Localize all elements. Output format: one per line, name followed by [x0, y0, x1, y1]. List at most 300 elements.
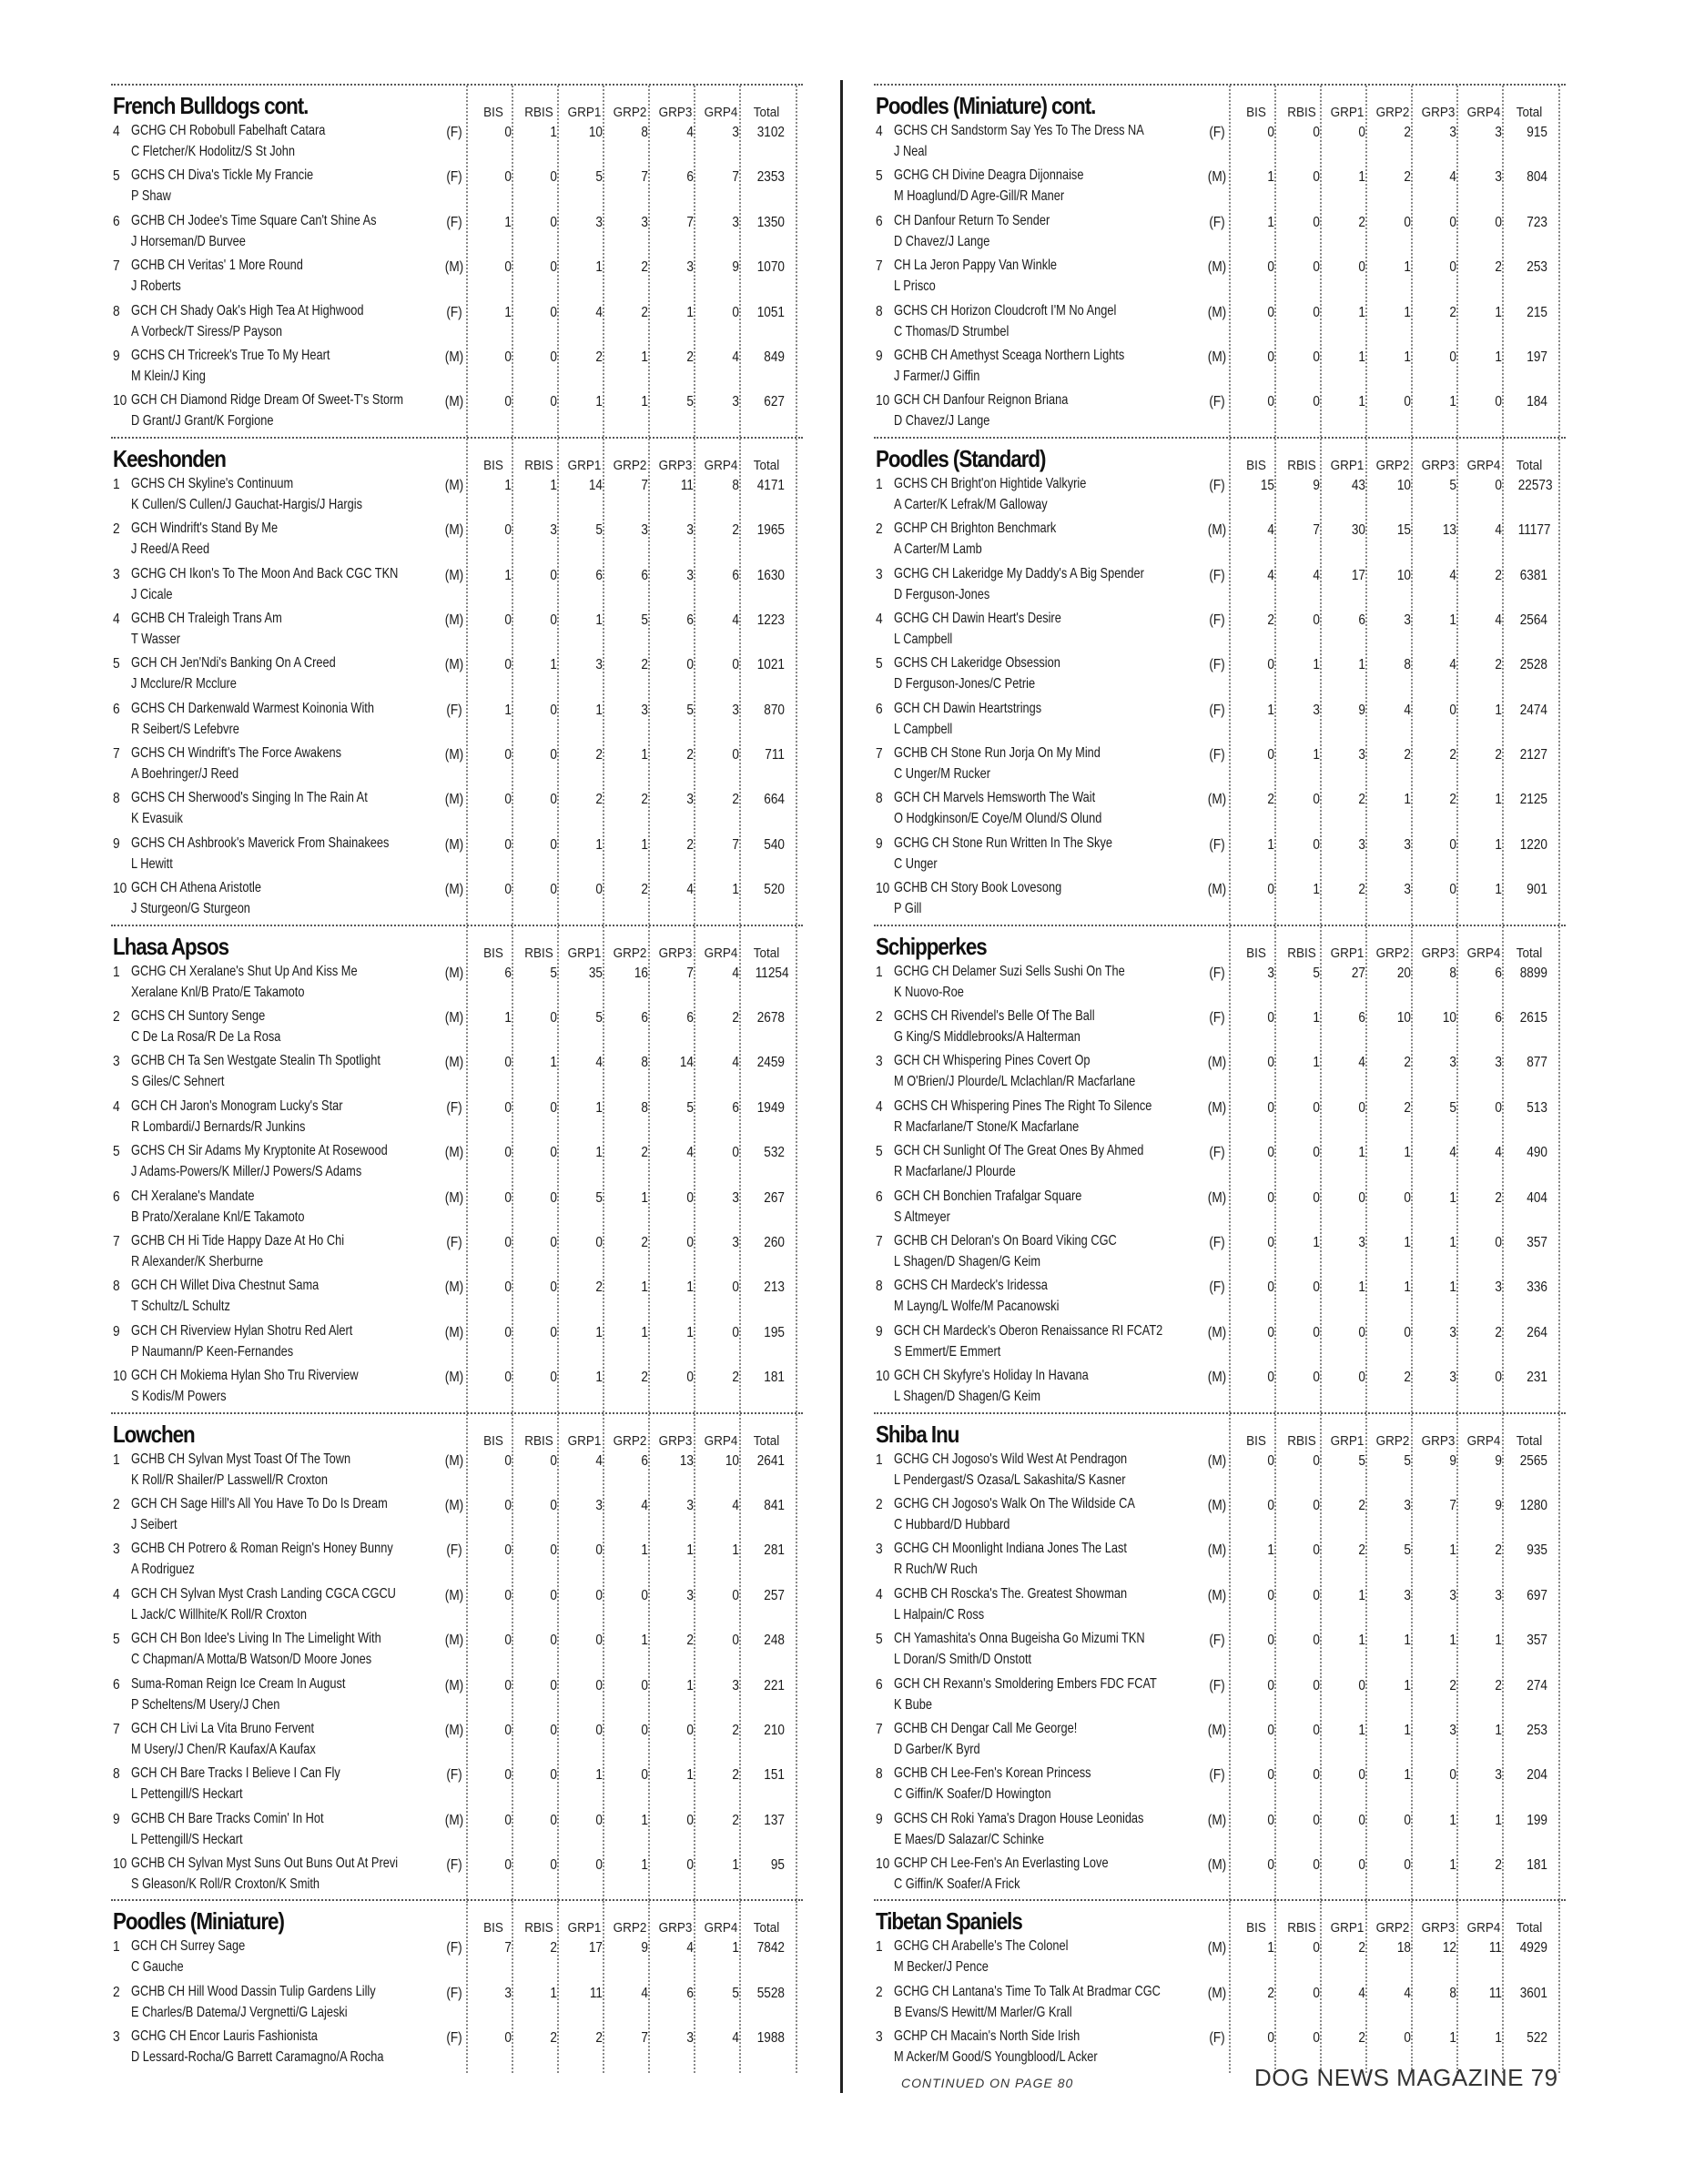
column-header-grp4: GRP4	[1466, 945, 1501, 961]
stat-bis: 0	[1267, 1279, 1274, 1296]
sex-label: (M)	[444, 1324, 464, 1340]
stat-grp2: 1	[1404, 1234, 1411, 1250]
owner-names: R Lombardi/J Bernards/R Junkins	[131, 1118, 306, 1135]
stat-grp2: 2	[641, 657, 648, 673]
stat-total: 11254	[755, 965, 789, 981]
stat-rbis: 0	[1313, 1767, 1320, 1784]
dotted-column-rule	[603, 1414, 604, 1900]
owner-names: O Hodgkinson/E Coye/M Olund/S Olund	[894, 811, 1102, 827]
stat-grp4: 2	[1495, 1542, 1502, 1559]
dotted-column-rule	[1229, 926, 1231, 1412]
dotted-column-rule	[512, 926, 513, 1412]
dog-name: GCHG CH Moonlight Indiana Jones The Last	[894, 1541, 1127, 1557]
breed-title: Shiba Inu	[876, 1420, 959, 1448]
stat-grp3: 12	[1442, 1940, 1456, 1956]
stat-grp3: 3	[686, 259, 694, 276]
dotted-column-rule	[1229, 1414, 1231, 1900]
stat-bis: 0	[504, 1677, 512, 1694]
ranking-row	[111, 122, 803, 167]
stat-grp2: 0	[1404, 394, 1411, 410]
ranking-row	[874, 1322, 1566, 1367]
stat-total: 2127	[1519, 747, 1547, 763]
column-header-grp3: GRP3	[1421, 1920, 1456, 1936]
owner-names: G King/S Middlebrooks/A Halterman	[894, 1029, 1080, 1046]
sex-label: (M)	[444, 1010, 464, 1026]
ranking-row	[874, 257, 1566, 301]
stat-total: 804	[1527, 169, 1547, 186]
dog-name: GCHB CH Amethyst Sceaga Northern Lights	[894, 347, 1125, 363]
dog-name: GCHS CH Suntory Senge	[131, 1008, 266, 1025]
stat-grp2: 15	[1396, 522, 1411, 539]
column-header-grp3: GRP3	[658, 457, 693, 473]
stat-grp4: 2	[1495, 259, 1502, 276]
stat-rbis: 0	[1313, 1722, 1320, 1738]
column-header-bis: BIS	[1246, 945, 1266, 961]
breed-section	[874, 1899, 1566, 2072]
stat-rbis: 0	[550, 259, 557, 276]
stat-grp3: 1	[686, 304, 694, 320]
column-header-total: Total	[753, 1432, 780, 1449]
ranking-row	[111, 1097, 803, 1142]
stat-grp4: 0	[732, 304, 739, 320]
ranking-row	[874, 1188, 1566, 1232]
column-header-rbis: RBIS	[524, 1432, 553, 1449]
stat-bis: 6	[504, 965, 512, 981]
column-header-grp3: GRP3	[1421, 457, 1456, 473]
owner-names: D Garber/K Byrd	[894, 1741, 980, 1757]
dotted-column-rule	[739, 86, 741, 437]
dotted-column-rule	[557, 439, 559, 925]
stat-grp1: 35	[588, 965, 603, 981]
dotted-column-rule	[1365, 1901, 1367, 2072]
sex-label: (F)	[446, 169, 462, 186]
stat-rbis: 1	[550, 477, 557, 493]
stat-bis: 0	[504, 657, 512, 673]
rank-number: 1	[876, 1939, 883, 1956]
rank-number: 10	[876, 1369, 890, 1385]
rank-number: 4	[876, 124, 883, 139]
stat-grp4: 1	[1495, 349, 1502, 365]
owner-names: L Shagen/D Shagen/G Keim	[894, 1389, 1041, 1405]
sex-label: (F)	[1209, 1677, 1225, 1694]
rank-number: 1	[876, 964, 883, 980]
dog-name: GCHB CH Traleigh Trans Am	[131, 610, 282, 626]
sex-label: (M)	[1207, 304, 1227, 320]
owner-names: D Chavez/J Lange	[894, 413, 990, 430]
owner-names: P Shaw	[131, 188, 171, 205]
column-header-grp3: GRP3	[658, 945, 693, 961]
stat-grp1: 1	[1358, 349, 1365, 365]
section-header	[874, 926, 1566, 963]
stat-grp2: 7	[641, 477, 648, 493]
dotted-column-rule	[648, 86, 650, 437]
stat-total: 253	[1527, 259, 1547, 276]
breed-title: Schipperkes	[876, 932, 987, 960]
dog-name: GCH CH Sage Hill's All You Have To Do Is Dream	[131, 1495, 388, 1512]
ranking-row	[874, 475, 1566, 520]
stat-bis: 0	[1267, 1587, 1274, 1603]
dog-name: CH Yamashita's Onna Bugeisha Go Mizumi TKN	[894, 1631, 1145, 1647]
section-header	[874, 1414, 1566, 1451]
sex-label: (F)	[1209, 477, 1225, 493]
stat-grp3: 8	[1449, 1985, 1456, 2001]
rank-number: 4	[113, 1098, 120, 1115]
owner-names: A Carter/M Lamb	[894, 541, 982, 558]
stat-grp2: 0	[641, 1677, 648, 1694]
stat-bis: 0	[504, 612, 512, 628]
stat-grp4: 0	[1495, 394, 1502, 410]
stat-bis: 0	[504, 394, 512, 410]
column-header-total: Total	[1516, 945, 1543, 961]
ranking-row	[874, 834, 1566, 879]
ranking-row	[111, 257, 803, 301]
column-header-bis: BIS	[483, 945, 503, 961]
stat-total: 532	[764, 1145, 785, 1161]
rank-number: 7	[113, 258, 120, 275]
stat-grp4: 2	[732, 1767, 739, 1784]
rank-number: 6	[876, 213, 883, 229]
dotted-column-rule	[1365, 86, 1367, 437]
dog-name: GCH CH Athena Aristotle	[131, 880, 261, 896]
stat-rbis: 0	[1313, 394, 1320, 410]
sex-label: (M)	[1207, 1812, 1227, 1828]
stat-grp3: 6	[686, 169, 694, 186]
dog-name: GCHS CH Sandstorm Say Yes To The Dress NA	[894, 123, 1144, 138]
dog-name: GCHB CH Deloran's On Board Viking CGC	[894, 1232, 1117, 1249]
sex-label: (F)	[1209, 747, 1225, 763]
owner-names: M Layng/L Wolfe/M Pacanowski	[894, 1299, 1060, 1315]
stat-grp2: 1	[1404, 1633, 1411, 1649]
stat-grp2: 1	[641, 394, 648, 410]
stat-grp3: 1	[1449, 1542, 1456, 1559]
stat-grp3: 1	[1449, 1189, 1456, 1206]
stat-grp4: 0	[1495, 1234, 1502, 1250]
column-header-grp2: GRP2	[1375, 945, 1410, 961]
sex-label: (M)	[1207, 882, 1227, 898]
stat-bis: 1	[1267, 1940, 1274, 1956]
stat-bis: 0	[504, 1812, 512, 1828]
ranking-row	[874, 347, 1566, 391]
column-header-bis: BIS	[483, 1920, 503, 1936]
section-header	[111, 86, 803, 122]
dog-name: GCH CH Sylvan Myst Crash Landing CGCA CGCU	[131, 1585, 396, 1602]
column-header-grp4: GRP4	[1466, 1920, 1501, 1936]
stat-rbis: 0	[550, 1234, 557, 1250]
ranking-row	[111, 1495, 803, 1540]
stat-grp1: 0	[1358, 1767, 1365, 1784]
sex-label: (M)	[444, 259, 464, 276]
stat-total: 264	[1527, 1324, 1547, 1340]
rank-number: 9	[113, 835, 120, 852]
stat-grp3: 3	[1449, 1324, 1456, 1340]
dotted-column-rule	[694, 86, 695, 437]
ranking-row	[874, 122, 1566, 167]
stat-rbis: 0	[550, 882, 557, 898]
sex-label: (F)	[446, 702, 462, 718]
stat-rbis: 0	[550, 1145, 557, 1161]
stat-rbis: 5	[550, 965, 557, 981]
stat-grp3: 3	[1449, 1370, 1456, 1386]
stat-grp1: 2	[595, 747, 603, 763]
rank-number: 2	[876, 521, 883, 538]
stat-grp3: 3	[686, 2030, 694, 2047]
sex-label: (F)	[1209, 1234, 1225, 1250]
stat-grp1: 1	[595, 702, 603, 718]
stat-rbis: 0	[550, 214, 557, 230]
stat-grp3: 3	[686, 522, 694, 539]
rank-number: 10	[876, 393, 890, 410]
rank-number: 7	[876, 746, 883, 763]
stat-grp4: 4	[1495, 522, 1502, 539]
stat-total: 22573	[1517, 477, 1553, 493]
dotted-column-rule	[739, 926, 741, 1412]
rank-number: 9	[876, 835, 883, 852]
stat-grp4: 6	[732, 1099, 739, 1116]
dotted-column-rule	[648, 1414, 650, 1900]
stat-grp1: 5	[1358, 1452, 1365, 1469]
stat-bis: 1	[1267, 214, 1274, 230]
rank-number: 6	[876, 1188, 883, 1205]
stat-grp1: 1	[595, 1145, 603, 1161]
section-header	[874, 439, 1566, 475]
stat-total: 199	[1527, 1812, 1547, 1828]
stat-grp4: 9	[1495, 1452, 1502, 1469]
stat-rbis: 0	[550, 1857, 557, 1874]
rank-number: 3	[876, 1542, 883, 1558]
section-header	[874, 1901, 1566, 1937]
stat-bis: 0	[1267, 1010, 1274, 1026]
ranking-row	[874, 1855, 1566, 1899]
stat-grp1: 0	[595, 1587, 603, 1603]
stat-bis: 0	[504, 792, 512, 808]
stat-total: 5528	[756, 1985, 785, 2001]
sex-label: (M)	[444, 1055, 464, 1071]
rank-number: 6	[876, 701, 883, 717]
stat-grp1: 1	[1358, 1145, 1365, 1161]
rank-number: 4	[876, 611, 883, 627]
rank-number: 9	[876, 348, 883, 364]
owner-names: R Seibert/S Lefebvre	[131, 721, 239, 737]
owner-names: E Charles/B Datema/J Vergnetti/G Lajeski	[131, 2004, 348, 2020]
owner-names: A Boehringer/J Reed	[131, 766, 239, 783]
rank-number: 8	[113, 1279, 120, 1295]
ranking-row	[111, 1720, 803, 1764]
rank-number: 8	[113, 1766, 120, 1783]
stat-grp4: 1	[1495, 2030, 1502, 2047]
stat-total: 231	[1527, 1370, 1547, 1386]
stat-grp3: 1	[686, 1542, 694, 1559]
stat-grp3: 1	[1449, 612, 1456, 628]
stat-total: 336	[1527, 1279, 1547, 1296]
stat-grp4: 2	[732, 792, 739, 808]
stat-rbis: 0	[1313, 1633, 1320, 1649]
stat-rbis: 0	[1313, 612, 1320, 628]
sex-label: (M)	[1207, 1099, 1227, 1116]
stat-rbis: 0	[1313, 304, 1320, 320]
left-column	[111, 84, 803, 2073]
column-header-grp2: GRP2	[613, 457, 647, 473]
stat-grp4: 4	[732, 612, 739, 628]
stat-grp1: 0	[1358, 259, 1365, 276]
owner-names: C Fletcher/K Hodolitz/S St John	[131, 144, 295, 159]
rank-number: 2	[113, 1984, 120, 2000]
rank-number: 4	[113, 611, 120, 627]
stat-rbis: 0	[1313, 1677, 1320, 1694]
stat-total: 2564	[1519, 612, 1547, 628]
rank-number: 10	[876, 1856, 890, 1873]
stat-grp4: 2	[732, 1370, 739, 1386]
stat-grp1: 0	[595, 1812, 603, 1828]
breed-section	[111, 925, 803, 1412]
dotted-column-rule	[1502, 1414, 1504, 1900]
stat-rbis: 0	[1313, 1857, 1320, 1874]
stat-total: 2353	[756, 169, 785, 186]
breed-section	[874, 1412, 1566, 1900]
stat-total: 915	[1527, 125, 1547, 140]
stat-total: 197	[1527, 349, 1547, 365]
sex-label: (M)	[444, 1633, 464, 1649]
sex-label: (M)	[1207, 1985, 1227, 2001]
stat-bis: 0	[1267, 349, 1274, 365]
stat-grp1: 14	[588, 477, 603, 493]
stat-total: 6381	[1519, 567, 1547, 583]
rank-number: 6	[113, 213, 120, 229]
stat-bis: 0	[504, 1189, 512, 1206]
ranking-row	[874, 520, 1566, 564]
rank-number: 6	[876, 1676, 883, 1693]
stat-bis: 0	[504, 1587, 512, 1603]
column-header-grp4: GRP4	[704, 945, 738, 961]
stat-grp3: 3	[686, 792, 694, 808]
rank-number: 7	[876, 258, 883, 275]
ranking-row	[111, 2027, 803, 2072]
stat-total: 2125	[1519, 792, 1547, 808]
dotted-column-rule	[1229, 86, 1231, 437]
stat-grp4: 9	[732, 259, 739, 276]
dog-name: GCHG CH Jogoso's Wild West At Pendragon	[894, 1451, 1128, 1467]
stat-grp2: 3	[1404, 882, 1411, 898]
breed-title: Poodles (Miniature)	[113, 1907, 284, 1936]
breed-title: Poodles (Standard)	[876, 444, 1046, 472]
stat-grp4: 3	[1495, 169, 1502, 186]
dotted-column-rule	[1229, 1901, 1231, 2072]
stat-grp1: 1	[595, 259, 603, 276]
stat-bis: 0	[1267, 2030, 1274, 2047]
sex-label: (F)	[1209, 125, 1225, 140]
dog-name: GCHS CH Sir Adams My Kryptonite At Rosewood	[131, 1143, 388, 1159]
owner-names: D Grant/J Grant/K Forgione	[131, 413, 274, 430]
stat-grp2: 1	[1404, 259, 1411, 276]
owner-names: P Scheltens/M Usery/J Chen	[131, 1696, 280, 1713]
stat-total: 248	[764, 1633, 785, 1649]
dog-name: GCH CH Danfour Reignon Briana	[894, 392, 1069, 409]
rank-number: 4	[876, 1098, 883, 1115]
sex-label: (F)	[446, 1099, 462, 1116]
column-header-total: Total	[753, 1920, 780, 1936]
sex-label: (F)	[1209, 1010, 1225, 1026]
stat-grp1: 0	[1358, 1324, 1365, 1340]
stat-grp4: 10	[725, 1452, 739, 1469]
stat-grp2: 2	[1404, 1055, 1411, 1071]
stat-grp3: 4	[1449, 1145, 1456, 1161]
stat-grp4: 4	[1495, 612, 1502, 628]
stat-grp1: 0	[595, 1677, 603, 1694]
owner-names: B Prato/Xeralane Knl/E Takamoto	[131, 1208, 305, 1225]
stat-bis: 0	[504, 1099, 512, 1116]
stat-rbis: 0	[1313, 1497, 1320, 1513]
owner-names: D Ferguson-Jones	[894, 586, 990, 602]
ranking-row	[111, 1855, 803, 1899]
stat-grp1: 2	[1358, 792, 1365, 808]
breed-section	[111, 1899, 803, 2072]
rank-number: 2	[113, 1496, 120, 1512]
rank-number: 4	[113, 124, 120, 139]
ranking-row	[111, 610, 803, 654]
owner-names: L Prisco	[894, 278, 936, 295]
stat-rbis: 0	[1313, 836, 1320, 853]
dog-name: CH Danfour Return To Sender	[894, 212, 1050, 228]
owner-names: K Roll/R Shailer/P Lasswell/R Croxton	[131, 1471, 329, 1488]
stat-grp2: 3	[641, 522, 648, 539]
stat-grp1: 4	[1358, 1055, 1365, 1071]
column-header-grp3: GRP3	[658, 105, 693, 120]
dog-name: GCHB CH Story Book Lovesong	[894, 880, 1062, 896]
owner-names: C De La Rosa/R De La Rosa	[131, 1029, 281, 1046]
stat-grp2: 20	[1396, 965, 1411, 981]
stat-bis: 0	[1267, 1234, 1274, 1250]
breed-title: French Bulldogs cont.	[113, 92, 309, 119]
column-header-grp1: GRP1	[1330, 1920, 1364, 1936]
ranking-row	[874, 744, 1566, 789]
stat-grp1: 5	[595, 1010, 603, 1026]
stat-grp2: 4	[641, 1497, 648, 1513]
sex-label: (M)	[444, 882, 464, 898]
sex-label: (F)	[1209, 1767, 1225, 1784]
stat-rbis: 0	[1313, 1985, 1320, 2001]
stat-grp3: 1	[1449, 2030, 1456, 2047]
dog-name: GCH CH Whispering Pines Covert Op	[894, 1053, 1091, 1069]
sex-label: (M)	[444, 1189, 464, 1206]
dotted-column-rule	[1558, 86, 1560, 437]
column-header-bis: BIS	[483, 105, 503, 120]
stat-total: 204	[1527, 1767, 1547, 1784]
ranking-row	[111, 347, 803, 391]
stat-grp1: 5	[595, 522, 603, 539]
owner-names: K Nuovo-Roe	[894, 984, 964, 1000]
dog-name: GCHB CH Sylvan Myst Toast Of The Town	[131, 1451, 351, 1467]
owner-names: B Evans/S Hewitt/M Marler/G Krall	[894, 2004, 1072, 2020]
column-header-grp2: GRP2	[613, 1432, 647, 1449]
stat-grp2: 6	[641, 567, 648, 583]
dotted-column-rule	[1365, 926, 1367, 1412]
column-header-rbis: RBIS	[1287, 105, 1316, 120]
owner-names: L Campbell	[894, 631, 953, 647]
stat-grp4: 1	[1495, 1633, 1502, 1649]
dog-name: GCH CH Willet Diva Chestnut Sama	[131, 1278, 320, 1294]
column-header-grp4: GRP4	[1466, 1432, 1501, 1449]
stat-grp3: 5	[1449, 1099, 1456, 1116]
breed-section	[111, 84, 803, 437]
stat-grp1: 0	[1358, 1189, 1365, 1206]
stat-grp3: 0	[686, 1722, 694, 1738]
ranking-row	[874, 1232, 1566, 1277]
stat-grp4: 7	[732, 836, 739, 853]
owner-names: T Wasser	[131, 631, 181, 647]
dog-name: GCHG CH Xeralane's Shut Up And Kiss Me	[131, 963, 358, 979]
stat-grp4: 0	[732, 1633, 739, 1649]
rank-number: 6	[113, 701, 120, 717]
stat-grp4: 9	[1495, 1497, 1502, 1513]
